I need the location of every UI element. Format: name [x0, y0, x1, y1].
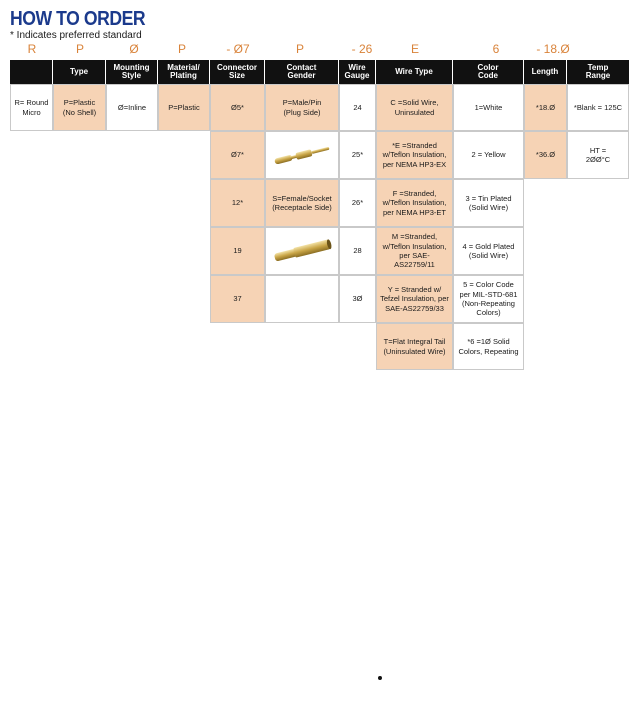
type-cell: P=Plastic (No Shell) — [53, 84, 106, 131]
series-cell: R= Round Micro — [10, 84, 53, 131]
contact-gender-cell: P=Male/Pin (Plug Side) — [265, 84, 339, 131]
code-color: 6 — [492, 42, 500, 56]
wire-type-cell: C =Solid Wire, Uninsulated — [376, 84, 453, 131]
color-code-cell: 3 = Tin Plated (Solid Wire) — [453, 179, 524, 227]
connector-size-cell: Ø7* — [210, 131, 265, 179]
wire-gauge-cell: 28 — [339, 227, 376, 275]
color-code-cell: 1=White — [453, 84, 524, 131]
header-mounting-style: Mounting Style — [106, 60, 158, 84]
header-material-plating: Material/ Plating — [158, 60, 210, 84]
wire-gauge-cell: 24 — [339, 84, 376, 131]
socket-icon — [266, 228, 338, 274]
length-cell: *18.Ø — [524, 84, 567, 131]
header-wire-gauge: Wire Gauge — [339, 60, 376, 84]
connector-size-cell: 37 — [210, 275, 265, 323]
code-series: R — [27, 42, 37, 56]
wire-gauge-cell: 3Ø — [339, 275, 376, 323]
length-cell: *36.Ø — [524, 131, 567, 179]
preferred-note: * Indicates preferred standard — [10, 30, 142, 41]
temp-range-cell: HT = 2ØØ°C — [567, 131, 629, 179]
temp-range-cell: *Blank = 125C — [567, 84, 629, 131]
wire-type-cell: M =Stranded, w/Teflon Insulation, per SAE-AS22759/11 — [376, 227, 453, 275]
contact-gender-empty — [265, 275, 339, 323]
code-length: - 18.Ø — [536, 42, 570, 56]
header-length: Length — [524, 60, 567, 84]
color-code-cell: 4 = Gold Plated (Solid Wire) — [453, 227, 524, 275]
header-contact-gender: Contact Gender — [265, 60, 339, 84]
color-code-cell: 5 = Color Code per MIL-STD-681 (Non-Repeating Colors) — [453, 275, 524, 323]
code-wire-type: E — [410, 42, 419, 56]
wire-gauge-cell: 25* — [339, 131, 376, 179]
material-cell: P=Plastic — [158, 84, 210, 131]
header-wire-type: Wire Type — [376, 60, 453, 84]
page-dot — [378, 676, 382, 680]
part-code-row — [10, 42, 629, 58]
male-pin-image — [265, 131, 339, 179]
contact-gender-cell: S=Female/Socket (Receptacle Side) — [265, 179, 339, 227]
female-socket-image — [265, 227, 339, 275]
code-mounting: Ø — [129, 42, 139, 56]
connector-size-cell: 19 — [210, 227, 265, 275]
header-color-code: Color Code — [453, 60, 524, 84]
code-contact-gender: P — [295, 42, 304, 56]
color-code-cell: 2 = Yellow — [453, 131, 524, 179]
code-material: P — [177, 42, 186, 56]
code-type: P — [75, 42, 84, 56]
color-code-cell: *6 =1Ø Solid Colors, Repeating — [453, 323, 524, 370]
header-type: Type — [53, 60, 106, 84]
header-series — [10, 60, 53, 84]
mounting-cell: Ø=Inline — [106, 84, 158, 131]
code-connector-size: - Ø7 — [226, 42, 250, 56]
wire-gauge-cell: 26* — [339, 179, 376, 227]
wire-type-cell: *E =Stranded w/Teflon Insulation, per NEMA HP3-EX — [376, 131, 453, 179]
wire-type-cell: F =Stranded, w/Teflon Insulation, per NEMA HP3-ET — [376, 179, 453, 227]
wire-type-cell: T=Flat Integral Tail (Uninsulated Wire) — [376, 323, 453, 370]
header-temp-range: Temp Range — [567, 60, 629, 84]
connector-size-cell: Ø5* — [210, 84, 265, 131]
pin-icon — [266, 132, 338, 178]
connector-size-cell: 12* — [210, 179, 265, 227]
wire-type-cell: Y = Stranded w/ Tefzel Insulation, per SAE-AS22759/33 — [376, 275, 453, 323]
page-title: HOW TO ORDER — [10, 8, 146, 30]
code-wire-gauge: - 26 — [351, 42, 373, 56]
header-connector-size: Connector Size — [210, 60, 265, 84]
